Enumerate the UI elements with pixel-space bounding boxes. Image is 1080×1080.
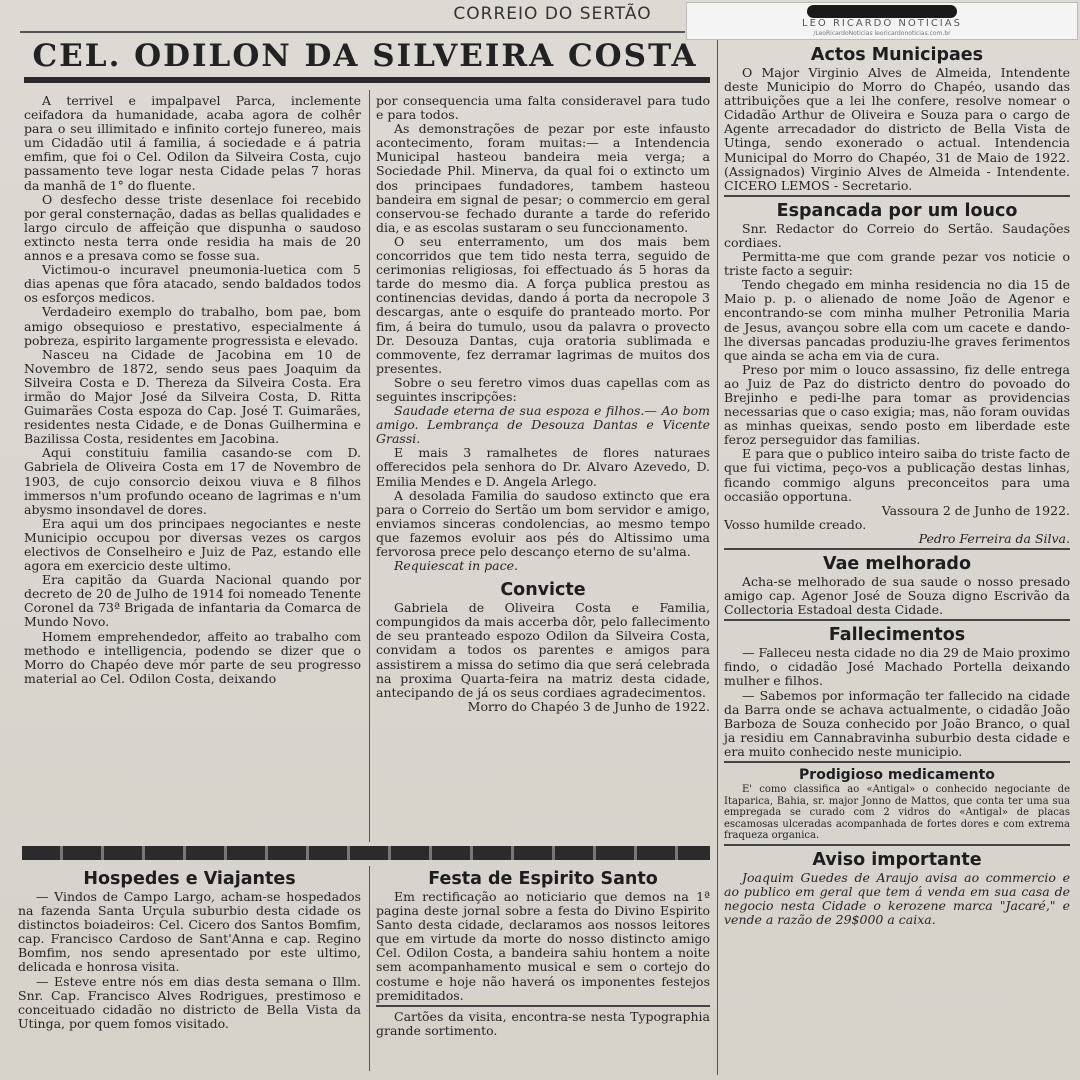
fallecimento-item: — Falleceu nesta cidade no dia 29 de Maio proximo findo, o cidadão José Machado Portella deixando mulher e filhos.: [724, 645, 1070, 689]
espancada-closing: Vosso humilde creado.: [724, 516, 867, 532]
obituary-paragraph: Verdadeiro exemplo do trabalho, bom pae, bom amigo obsequioso e prestativo, especialmente á pobreza, espirito largamente progressista e elevado.: [24, 304, 361, 348]
convicte-title: Convicte: [500, 580, 586, 601]
obituary-paragraph: por consequencia uma falta consideravel para tudo e para todos.: [376, 93, 710, 123]
obituary-paragraph: O seu enterramento, um dos mais bem concorridos que tem tido nesta terra, seguido de cerimonias religiosas, foi effectuado ás 5 horas da tarde do mesmo dia. A força publica prestou as continencias devidas, dando á porta da necropole 3 descargas, ante o esquife do pranteado morto. Por fim, á beira do tumulo, usou da palavra o provecto Dr. Desouza Dantas, cuja oratoria sublimada e commovente, fez derramar lagrimas de muitos dos presentes.: [376, 233, 710, 376]
column-divider: [369, 90, 370, 842]
obituary-paragraph: O desfecho desse triste desenlace foi recebido por geral consternação, dadas as bellas qualidades e largo circulo de affeição que dispunha o saudoso extincto nesta terra onde residia ha mais de 20 annos e a presava como se fosse sua.: [24, 191, 361, 264]
obituary-paragraph: Era aqui um dos principaes negociantes e neste Municipio occupou por diversas vezes os cargos electivos de Conselheiro e Juiz de Paz, estando elle agora em exercicio deste ultimo.: [24, 515, 361, 574]
section-rule: [724, 844, 1070, 846]
obituary-paragraph: E mais 3 ramalhetes de flores naturaes offerecidos pela senhora do Dr. Alvaro Azevedo, D. Emilia Mendes e D. Angela Arlego.: [376, 445, 710, 489]
prodigioso-body: E' como classifica ao «Antigal» o conhecido negociante de Itaparica, Bahia, sr. major Jonno de Mattos, que conta ter uma sua empregada se curado com 2 vidros do «Antigal» de placas escamosas ulceradas acompanhada de fortes dores e com extrema fraqueza organica.: [724, 784, 1070, 842]
festa-ad: Cartões da visita, encontra-se nesta Typographia grande sortimento.: [376, 1008, 710, 1038]
espancada-dateline: Vassoura 2 de Junho de 1922.: [881, 502, 1070, 518]
inscription-text: Saudade eterna de sua espoza e filhos.— Ao bom amigo. Lembrança de Desouza Dantas e Vicente Grassi.: [376, 403, 710, 447]
aviso-title: Aviso importante: [812, 849, 982, 870]
section-rule: [724, 619, 1070, 621]
obituary-column-1: [24, 94, 361, 686]
masthead: CORREIO DO SERTÃO: [453, 4, 652, 24]
requiescat-line: Requiescat in pace.: [394, 558, 518, 574]
vae-body: Acha-se melhorado de sua saude o nosso presado amigo cap. Agenor José de Souza digno Escrivão da Collectoria Estadoal desta Cidade.: [724, 574, 1070, 618]
obituary-paragraph: Era capitão da Guarda Nacional quando por decreto de 20 de Julho de 1914 foi nomeado Tenente Coronel da 73ª Brigada de infantaria da Comarca de Mundo Novo.: [24, 572, 361, 630]
decorative-band: [22, 846, 710, 860]
section-rule: [724, 548, 1070, 550]
espancada-paragraph: Permitta-me que com grande pezar vos noticie o triste facto a seguir:: [724, 249, 1070, 279]
hospedes-title: Hospedes e Viajantes: [83, 869, 296, 889]
festa-column: [376, 868, 710, 1038]
obituary-paragraph: Aqui constituiu familia casando-se com D. Gabriela de Oliveira Costa em 17 de Novembro de 1903, de cujo consorcio deixou viuva e 8 filhos immersos n'um profundo oceano de lagrimas e n'um abysmo insondavel de dores.: [24, 445, 361, 517]
hospedes-item: — Esteve entre nós em dias desta semana o Illm. Snr. Cap. Francisco Alves Rodrigues, prestimoso e conceituado cidadão no districto de Bella Vista da Utinga, por quem fomos visitado.: [18, 973, 361, 1031]
page-headline: CEL. ODILON DA SILVEIRA COSTA: [32, 38, 698, 74]
section-rule: [376, 1005, 710, 1007]
logo-subtitle: /LeoRicardoNoticias leoricardonoticias.com.br: [813, 30, 951, 37]
espancada-paragraph: E para que o publico inteiro saiba do triste facto de que fui victima, peço-vos a publicação destas linhas, ficando commigo alguns preconceitos para uma occasião opportuna.: [724, 446, 1070, 504]
hospedes-column: [18, 868, 361, 1031]
hospedes-item: — Vindos de Campo Largo, acham-se hospedados na fazenda Santa Urçula suburbio desta cidade os distinctos boiadeiros: Cel. Cicero dos Santos Bomfim, cap. Francisco Cardoso de Sant'Anna e cap. Regino Bomfim, nos sendo apresentado por este ultimo, delicada e honrosa visita.: [18, 889, 361, 975]
masthead-rule: [20, 31, 685, 33]
actos-body: O Major Virginio Alves de Almeida, Intendente deste Municipio do Morro do Chapéo, usando das attribuições que a lei lhe confere, resolve nomear o Cidadão Arthur de Oliveira e Souza para o cargo de Agente arrecadador do districto de Bella Vista de Utinga, sendo exonerado o actual. Intendencia Municipal do Morro do Chapéo, 31 de Maio de 1922. (Assignados) Virginio Alves de Almeida - Intendente. CICERO LEMOS - Secretario.: [724, 65, 1070, 193]
obituary-paragraph: As demonstrações de pezar por este infausto acontecimento, foram muitas:— a Intendencia Municipal hasteou bandeira meia verga; a Sociedade Phil. Minerva, da qual foi o extincto um dos principaes fundadores, tambem hasteou bandeira em signal de pesar; o commercio em geral conservou-se fechado durante a tarde do referido dia, e as escolas sustaram o seu funccionamento.: [376, 121, 710, 235]
espancada-signature: Pedro Ferreira da Silva.: [918, 530, 1070, 546]
fallecimentos-title: Fallecimentos: [828, 625, 966, 646]
section-rule: [724, 195, 1070, 197]
logo-mark: [807, 5, 957, 18]
convicte-dateline: Morro do Chapéo 3 de Junho de 1922.: [467, 698, 710, 714]
prodigioso-title: Prodigioso medicamento: [799, 767, 995, 784]
fallecimento-item: — Sabemos por informação ter fallecido na cidade da Barra onde se achava actualmente, o cidadão João Barboza de Souza conhecido por João Branco, o qual ja residiu em Cannabravinha suburbio desta cidade e era muito conhecido neste municipio.: [724, 687, 1070, 759]
convicte-body: Gabriela de Oliveira Costa e Familia, compungidos da mais accerba dôr, pelo fallecimento de seu pranteado espozo Odilon da Silveira Costa, convidam a todos os parentes e amigos para assistirem a missa do setimo dia que será celebrada na proxima Quarta-feira na matriz desta cidade, antecipando de já os seus cordiaes agradecimentos.: [376, 600, 710, 700]
obituary-paragraph: Homem emprehendedor, affeito ao trabalho com methodo e intelligencia, podendo se dizer que o Morro do Chapéo deve mór parte de seu progresso material ao Cel. Odilon Costa, deixando: [24, 628, 361, 686]
obituary-paragraph: A terrivel e impalpavel Parca, inclemente ceifadora da humanidade, acaba agora de colhêr para o seu illimitado e infinito cortejo funereo, mais um Cidadão util á familia, á sociedade e á patria emfim, que foi o Cel. Odilon da Silveira Costa, cujo passamento teve logar nesta Cidade pelas 7 horas da manhã de 1° do fluente.: [24, 93, 361, 193]
section-rule: [724, 761, 1070, 763]
right-column: [724, 44, 1070, 927]
vae-title: Vae melhorado: [823, 554, 971, 574]
aviso-body: Joaquim Guedes de Araujo avisa ao commercio e ao publico em geral que tem á venda em sua casa de negocio nesta Cidade o kerozene marca "Jacaré," e vende a razão de 29$000 a caixa.: [724, 869, 1070, 927]
espancada-paragraph: Preso por mim o louco assassino, fiz delle entrega ao Juiz de Paz do districto dentro do povoado do Brejinho e pedi-lhe para tomar as providencias necessarias que o caso exigia; mas, não foram ouvidas as minhas queixas, sendo posto em liberdade este feroz perseguidor das familias.: [724, 361, 1070, 448]
obituary-paragraph: A desolada Familia do saudoso extincto que era para o Correio do Sertão um bom servidor e amigo, enviamos sinceras condolencias, ao mesmo tempo que fazemos evoluir aos pés do Altissimo uma fervorosa prece pelo descanço eterno de su'alma.: [376, 487, 710, 559]
logo-title: LEO RICARDO NOTÍCIAS: [802, 18, 962, 29]
obituary-column-2: [376, 94, 710, 714]
watermark-logo: [686, 2, 1078, 40]
festa-body: Em rectificação ao noticiario que demos na 1ª pagina deste jornal sobre a festa do Divino Espirito Santo desta cidade, declaramos aos nossos leitores que em virtude da morte do nosso distincto amigo Cel. Odilon Costa, a bandeira sahiu hontem a noite sem acompanhamento musical e sem o cortejo do costume e hoje não haverá os imponentes festejos premiditados.: [376, 889, 710, 1003]
column-divider: [369, 866, 370, 1071]
obituary-paragraph: Victimou-o incuravel pneumonia-luetica com 5 dias apenas que fôra atacado, sendo baldados todos os esforços medicos.: [24, 262, 361, 306]
obituary-paragraph: Nasceu na Cidade de Jacobina em 10 de Novembro de 1872, sendo seus paes Joaquim da Silveira Costa e D. Thereza da Silveira Costa. Era irmão do Major José da Silveira Costa, D. Ritta Guimarães Costa espoza do Cap. José T. Guimarães, residentes nesta Cidade, e de Donas Guilhermina e Bazilissa Costa, residentes em Jacobina.: [24, 346, 361, 447]
festa-title: Festa de Espirito Santo: [428, 869, 658, 889]
espancada-paragraph: Tendo chegado em minha residencia no dia 15 de Maio p. p. o alienado de nome João de Agenor e encontrando-se com minha mulher Petronilia Maria de Jesus, avançou sobre ella com um cacete e dando-lhe diversas pancadas produziu-lhe graves ferimentos que ainda se acha em via de cura.: [724, 277, 1070, 363]
espancada-title: Espancada por um louco: [776, 200, 1018, 221]
actos-title: Actos Municipaes: [810, 45, 984, 65]
obituary-paragraph: Sobre o seu feretro vimos duas capellas com as seguintes inscripções:: [376, 374, 710, 404]
column-divider: [717, 40, 718, 1075]
headline-rule: [24, 77, 710, 83]
espancada-salutation: Snr. Redactor do Correio do Sertão. Saudações cordiaes.: [724, 220, 1070, 250]
